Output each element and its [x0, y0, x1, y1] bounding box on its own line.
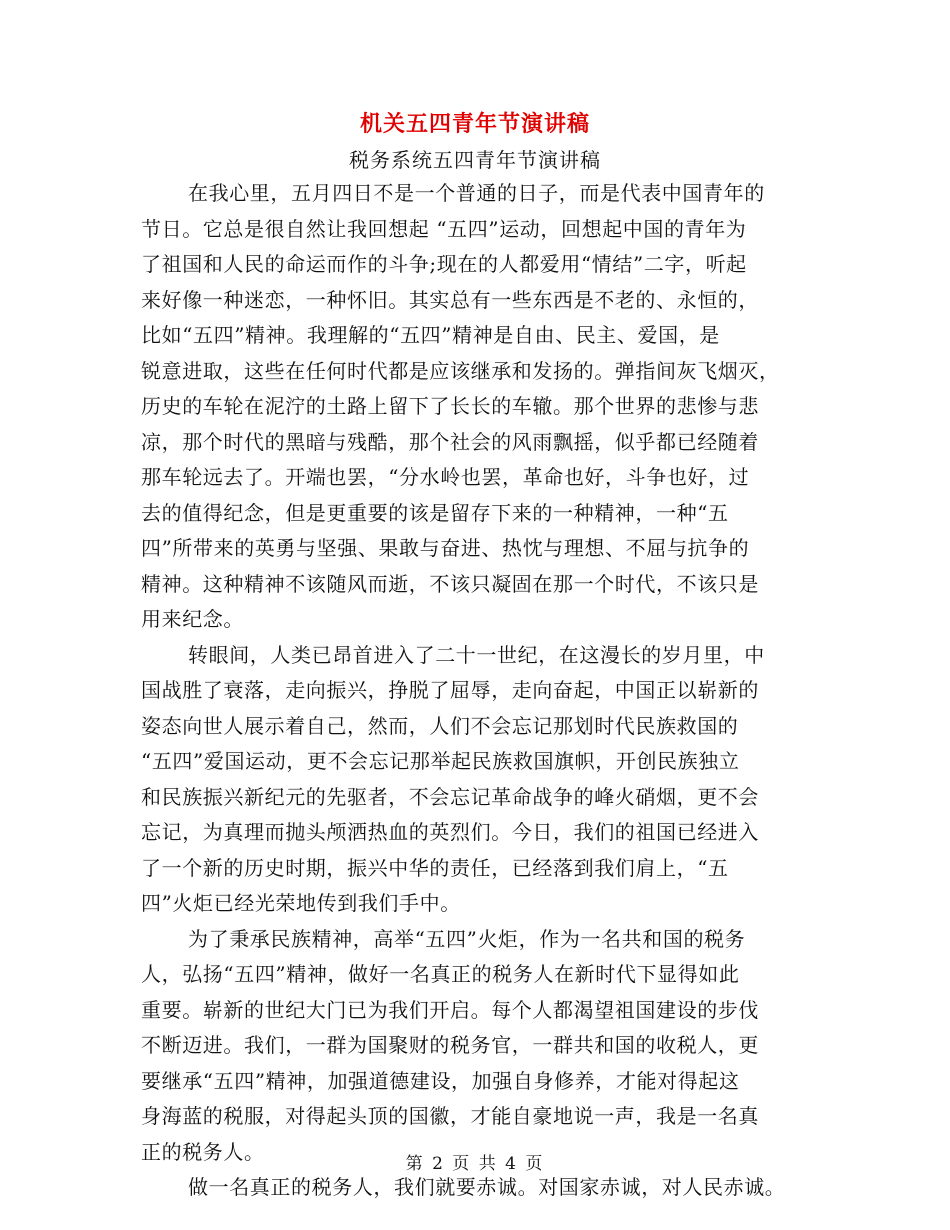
- page-number-footer: 第 2 页 共 4 页: [405, 1154, 545, 1174]
- paragraph-line: 用来纪念。: [141, 607, 244, 631]
- paragraph-line: “五四”爱国运动，更不会忘记那举起民族救国旗帜，开创民族独立: [141, 749, 740, 773]
- paragraph-line: 国战胜了衰落，走向振兴，挣脱了屈辱，走向奋起，中国正以崭新的: [141, 678, 759, 702]
- paragraph-line: 四”火炬已经光荣地传到我们手中。: [141, 891, 461, 915]
- paragraph-line: 要继承“五四”精神，加强道德建设，加强自身修养，才能对得起这: [141, 1068, 740, 1093]
- paragraph-line: 做一名真正的税务人，我们就要赤诚。对国家赤诚，对人民赤诚。: [188, 1175, 786, 1199]
- paragraph-line: 姿态向世人展示着自己，然而，人们不会忘记那划时代民族救国的: [141, 713, 739, 738]
- document-subtitle: 税务系统五四青年节演讲稿: [349, 148, 601, 172]
- paragraph-line: 锐意进取，这些在任何时代都是应该继承和发扬的。弹指间灰飞烟灭，: [141, 358, 780, 383]
- document-body: [141, 176, 813, 1206]
- paragraph-line: 四”所带来的英勇与坚强、果敢与奋进、热忱与理想、不屈与抗争的: [141, 536, 750, 560]
- paragraph-line: 转眼间，人类已昂首进入了二十一世纪，在这漫长的岁月里，中: [188, 642, 765, 667]
- paragraph-line: 正的税务人。: [141, 1139, 265, 1164]
- paragraph-line: 凉，那个时代的黑暗与残酷，那个社会的风雨飘摇，似乎都已经随着: [141, 429, 759, 454]
- paragraph-line: 在我心里，五月四日不是一个普通的日子，而是代表中国青年的: [188, 181, 765, 205]
- document-title: 机关五四青年节演讲稿: [359, 112, 590, 137]
- paragraph-line: 忘记，为真理而抛头颅洒热血的英烈们。今日，我们的祖国已经进入: [141, 820, 759, 844]
- paragraph-line: 精神。这种精神不该随风而逝，不该只凝固在那一个时代，不该只是: [141, 571, 759, 596]
- paragraph-line: 了祖国和人民的命运而作的斗争;现在的人都爱用“情结”二字，听起: [141, 252, 747, 276]
- paragraph-line: 人，弘扬“五四”精神，做好一名真正的税务人在新时代下显得如此: [141, 962, 740, 986]
- paragraph-line: 去的值得纪念，但是更重要的该是留存下来的一种精神，一种“五: [141, 500, 729, 525]
- paragraph-line: 比如“五四”精神。我理解的“五四”精神是自由、民主、爱国，是: [141, 323, 720, 347]
- paragraph-line: 那车轮远去了。开端也罢，“分水岭也罢，革命也好，斗争也好，过: [141, 465, 750, 489]
- paragraph-line: 和民族振兴新纪元的先驱者，不会忘记革命战争的峰火硝烟，更不会: [141, 784, 759, 809]
- paragraph-line: 为了秉承民族精神，高举“五四”火炬，作为一名共和国的税务: [188, 926, 746, 951]
- paragraph-line: 重要。崭新的世纪大门已为我们开启。每个人都渴望祖国建设的步伐: [141, 997, 759, 1022]
- paragraph-line: 不断迈进。我们，一群为国聚财的税务官，一群共和国的收税人，更: [141, 1033, 759, 1057]
- paragraph-line: 节日。它总是很自然让我回想起 “五四”运动，回想起中国的青年为: [141, 216, 747, 241]
- paragraph-line: 了一个新的历史时期，振兴中华的责任，已经落到我们肩上，“五: [141, 855, 729, 880]
- paragraph-line: 历史的车轮在泥泞的土路上留下了长长的车辙。那个世界的悲惨与悲: [141, 394, 759, 418]
- paragraph-line: 来好像一种迷恋，一种怀旧。其实总有一些东西是不老的、永恒的，: [141, 287, 759, 312]
- paragraph-line: 身海蓝的税服，对得起头顶的国徽，才能自豪地说一声，我是一名真: [141, 1104, 759, 1128]
